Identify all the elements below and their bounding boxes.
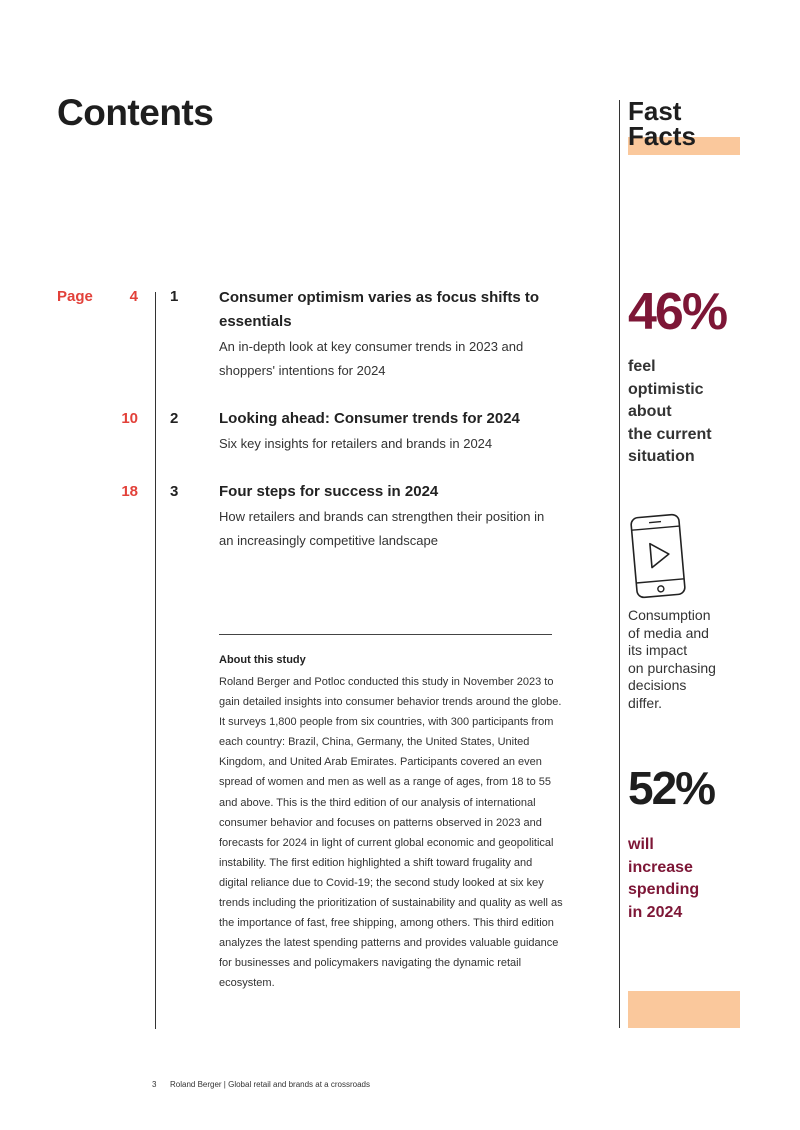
- media-text-line: its impact: [628, 642, 688, 658]
- stat-spending-value: 52%: [628, 762, 715, 814]
- caption-line: feel: [628, 358, 656, 375]
- caption-line: situation: [628, 448, 695, 465]
- footer-page-number: 3: [152, 1080, 157, 1089]
- fast-facts-bottom-block: [628, 991, 740, 1028]
- smartphone-play-icon: [628, 513, 688, 604]
- toc-section-title[interactable]: Looking ahead: Consumer trends for 2024: [219, 410, 520, 427]
- about-title: About this study: [219, 654, 306, 666]
- caption-line: will: [628, 836, 654, 853]
- page-title: Contents: [57, 92, 214, 133]
- toc-divider: [155, 292, 156, 1029]
- fast-facts-divider: [619, 100, 620, 1028]
- footer-text: Roland Berger | Global retail and brands at a crossroads: [170, 1080, 370, 1089]
- toc-section-title[interactable]: Consumer optimism varies as focus shifts to essentials: [219, 289, 540, 330]
- toc-page-number: 4: [129, 288, 138, 305]
- toc-page-number: 10: [121, 410, 138, 427]
- toc-section-number: 3: [170, 483, 179, 500]
- toc-section-description: How retailers and brands can strengthen their position in an increasingly competitive landscape: [219, 509, 545, 548]
- media-text-line: Consumption: [628, 607, 711, 623]
- media-text-line: of media and: [628, 624, 709, 641]
- toc-section-description: An in-depth look at key consumer trends in 2023 and shoppers' intentions for 2024: [219, 339, 524, 378]
- fast-facts-title-line: Facts: [628, 121, 696, 151]
- page-label: Page: [57, 288, 93, 305]
- about-body: Roland Berger and Potloc conducted this study in November 2023 to gain detailed insights into consumer behavior trends around the globe. It surveys 1,800 people from six countries, with 300 participants from each country: Brazil, China, Germany, the United States, United Kingdom, and United Arab Emirates. Participants covered an even spread of women and men as well as a range of ages, from 18 to 55 and above. This is the third edition of our analysis of international consumer behavior and focuses on patterns observed in 2023 and forecasts for 2024 in light of current global economic and geopolitical instability. The first edition highlighted a shift toward frugality and digital reliance due to Covid-19; the second study looked at six key trends including the prioritization of sustainability and quality as well as the importance of fast, free shipping, among others. This third edition analyzes the latest spending patterns and provides valuable guidance for businesses and policymakers navigating the dynamic retail ecosystem.: [219, 676, 563, 990]
- media-text-line: decisions: [628, 677, 687, 693]
- fast-facts-title-line: Fast: [628, 96, 682, 126]
- toc-section-number: 2: [170, 410, 179, 427]
- toc-section-title[interactable]: Four steps for success in 2024: [219, 483, 439, 500]
- caption-line: increase: [628, 858, 693, 876]
- stat-optimistic-value: 46%: [628, 283, 727, 341]
- fast-facts-title: [628, 96, 696, 151]
- media-text-line: differ.: [628, 694, 662, 711]
- caption-line: spending: [628, 881, 700, 898]
- toc-section-description: Six key insights for retailers and brands in 2024: [219, 436, 493, 451]
- caption-line: optimistic: [628, 380, 704, 398]
- toc-section-number: 1: [170, 288, 179, 305]
- about-divider: [219, 634, 552, 635]
- media-text-line: on purchasing: [628, 659, 716, 676]
- caption-line: about: [628, 403, 672, 420]
- caption-line: the current: [628, 425, 712, 443]
- media-consumption-text: [628, 607, 748, 712]
- caption-line: in 2024: [628, 903, 683, 921]
- stat-spending-caption: [628, 834, 699, 924]
- toc-page-number: 18: [121, 483, 138, 500]
- stat-optimistic-caption: [628, 356, 712, 469]
